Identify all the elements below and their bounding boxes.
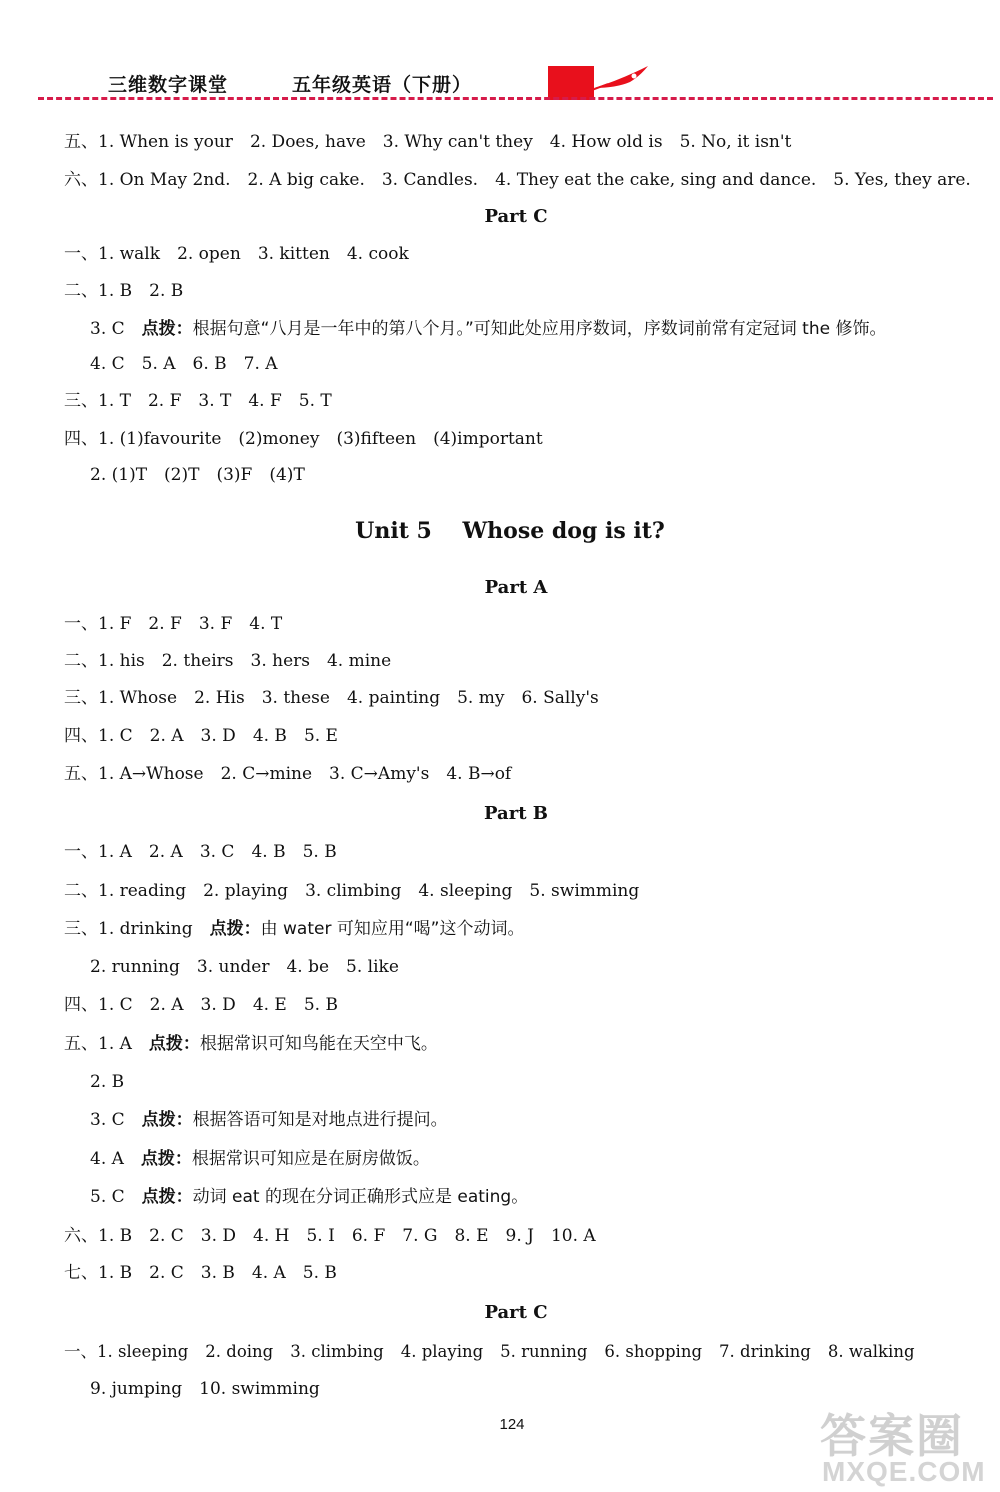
- answer-line: 4. C 5. A 6. B 7. A: [90, 354, 278, 374]
- part-heading: Part B: [484, 803, 548, 824]
- answer-line: 2. running 3. under 4. be 5. like: [90, 957, 399, 977]
- answer-line-with-tip: 5. C 点拨：动词 eat 的现在分词正确形式应是 eating。: [90, 1187, 529, 1207]
- watermark-url: MXQE.COM: [822, 1456, 986, 1487]
- brand-name: 三维数字课堂: [108, 74, 229, 96]
- header-red-block: [548, 66, 594, 100]
- answer-line: 四、1. C 2. A 3. D 4. E 5. B: [64, 995, 338, 1015]
- answer-line: 四、1. (1)favourite (2)money (3)fifteen (4)important: [64, 429, 543, 449]
- part-heading: Part C: [484, 206, 548, 227]
- answer-line: 二、1. his 2. theirs 3. hers 4. mine: [64, 651, 392, 671]
- answer-line: 2. B: [90, 1072, 125, 1092]
- answer-line-with-tip: 三、1. drinking 点拨：由 water 可知应用“喝”这个动词。: [64, 919, 525, 939]
- answer-line: 六、1. On May 2nd. 2. A big cake. 3. Candles. 4. They eat the cake, sing and dance. 5. Yes, they are.: [64, 170, 971, 190]
- answer-line: 9. jumping 10. swimming: [90, 1379, 320, 1399]
- answer-line-with-tip: 3. C 点拨：根据答语可知是对地点进行提问。: [90, 1110, 448, 1130]
- tip-label: 点拨：: [209, 919, 261, 939]
- part-heading: Part A: [484, 577, 548, 598]
- answer-line: 五、1. When is your 2. Does, have 3. Why can't they 4. How old is 5. No, it isn't: [64, 132, 792, 152]
- answer-line-with-tip: 五、1. A 点拨：根据常识可知鸟能在天空中飞。: [64, 1034, 438, 1054]
- answer-line: 二、1. reading 2. playing 3. climbing 4. sleeping 5. swimming: [64, 881, 640, 901]
- page-number: 124: [499, 1416, 525, 1433]
- answer-line: 2. (1)T (2)T (3)F (4)T: [90, 465, 305, 485]
- unit-title: Unit 5 Whose dog is it?: [355, 518, 665, 544]
- tip-label: 点拨：: [141, 319, 193, 339]
- answer-line: 一、1. walk 2. open 3. kitten 4. cook: [64, 244, 409, 264]
- tip-label: 点拨：: [148, 1034, 200, 1054]
- rocket-icon: [590, 62, 654, 94]
- tip-label: 点拨：: [141, 1187, 193, 1207]
- site-watermark: [800, 1400, 1000, 1492]
- header-divider: [38, 97, 993, 100]
- answer-line: 七、1. B 2. C 3. B 4. A 5. B: [64, 1263, 337, 1283]
- book-title: 五年级英语（下册）: [292, 74, 473, 96]
- part-heading: Part C: [484, 1302, 548, 1323]
- answer-line: 六、1. B 2. C 3. D 4. H 5. I 6. F 7. G 8. E 9. J 10. A: [64, 1226, 596, 1246]
- answer-line: 一、1. A 2. A 3. C 4. B 5. B: [64, 842, 337, 862]
- answer-line: 三、1. T 2. F 3. T 4. F 5. T: [64, 391, 332, 411]
- answer-line: 三、1. Whose 2. His 3. these 4. painting 5. my 6. Sally's: [64, 688, 599, 708]
- answer-line-with-tip: 4. A 点拨：根据常识可知应是在厨房做饭。: [90, 1149, 430, 1169]
- answer-line-with-tip: 3. C 点拨：根据句意“八月是一年中的第八个月。”可知此处应用序数词，序数词前常有定冠词 the 修饰。: [90, 319, 887, 339]
- answer-line: 一、1. sleeping 2. doing 3. climbing 4. playing 5. running 6. shopping 7. drinking 8. walking: [64, 1342, 915, 1361]
- answer-line: 二、1. B 2. B: [64, 281, 184, 301]
- answer-line: 四、1. C 2. A 3. D 4. B 5. E: [64, 726, 338, 746]
- tip-label: 点拨：: [140, 1149, 192, 1169]
- answer-line: 五、1. A→Whose 2. C→mine 3. C→Amy's 4. B→of: [64, 764, 512, 784]
- answer-line: 一、1. F 2. F 3. F 4. T: [64, 614, 283, 634]
- tip-label: 点拨：: [141, 1110, 193, 1130]
- page-header: [0, 0, 1000, 110]
- watermark-logo: 答案圈: [820, 1409, 964, 1463]
